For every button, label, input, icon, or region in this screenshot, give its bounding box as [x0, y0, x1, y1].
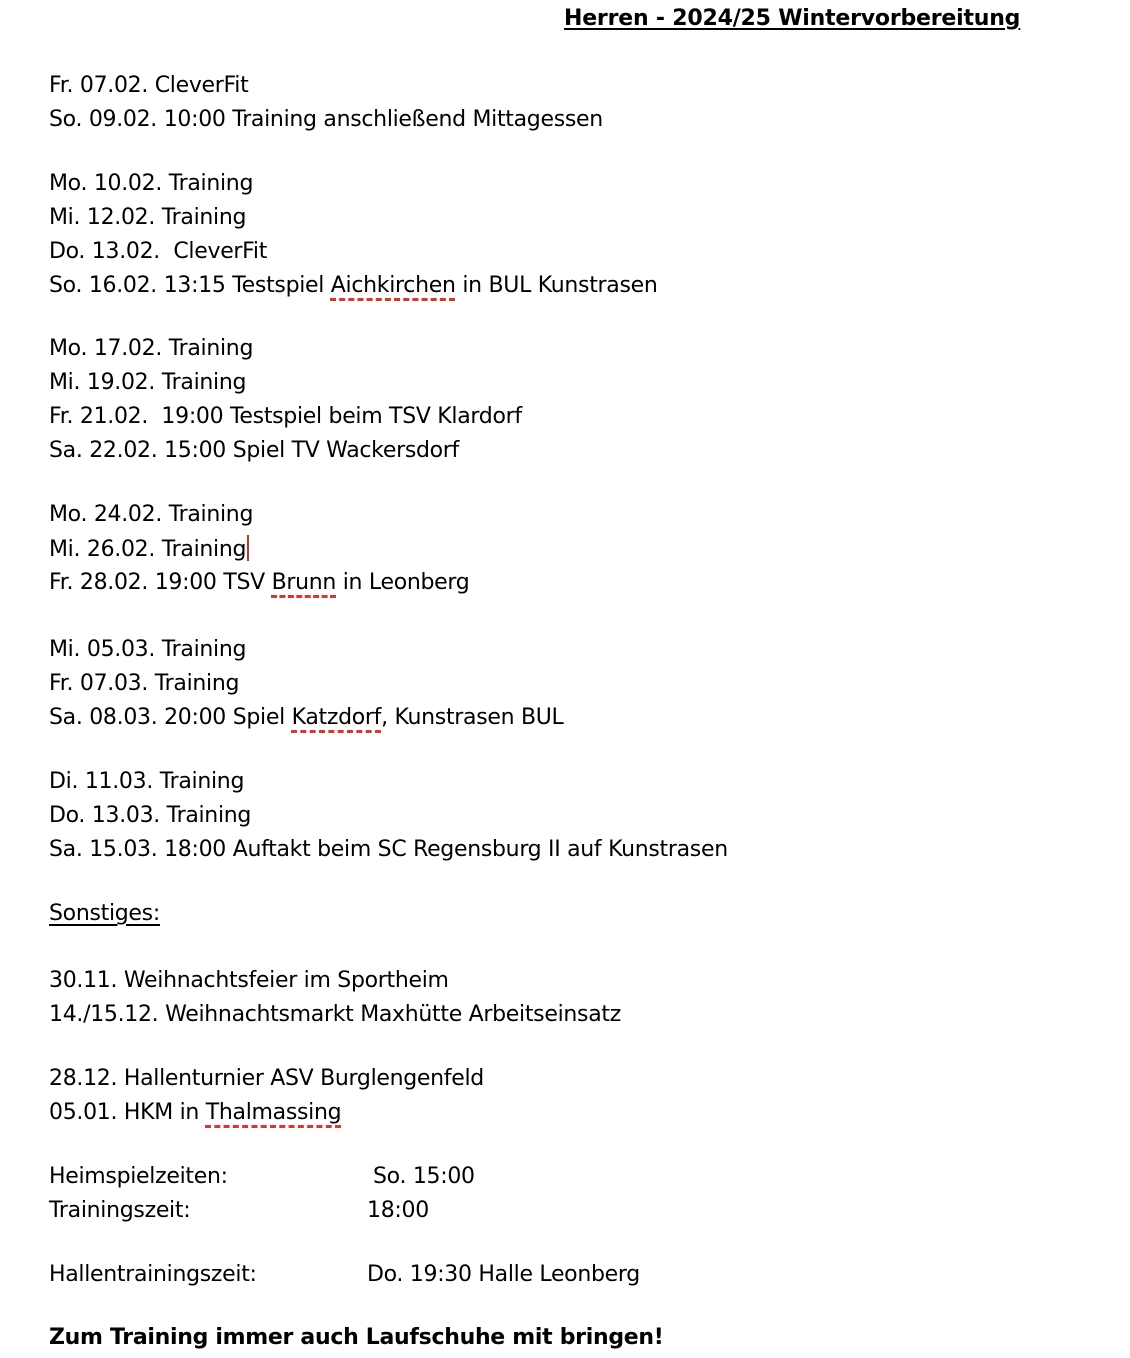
text-part: 05.01. HKM in [49, 1100, 206, 1125]
schedule-line: So. 09.02. 10:00 Training anschließend Mittagessen [49, 107, 603, 132]
schedule-line: Mi. 19.02. Training [49, 370, 247, 395]
schedule-line: Fr. 21.02. 19:00 Testspiel beim TSV Klardorf [49, 404, 522, 429]
spellcheck-word[interactable]: Aichkirchen [330, 273, 456, 298]
schedule-line: Do. 13.03. Training [49, 803, 252, 828]
event-line: 30.11. Weihnachtsfeier im Sportheim [49, 968, 449, 993]
schedule-line: Mo. 17.02. Training [49, 336, 254, 361]
text-part: in BUL Kunstrasen [455, 273, 658, 298]
footer-note: Zum Training immer auch Laufschuhe mit bringen! [49, 1325, 664, 1350]
spellcheck-word[interactable]: Thalmassing [205, 1100, 342, 1125]
event-line: 14./15.12. Weihnachtsmarkt Maxhütte Arbeitseinsatz [49, 1002, 621, 1027]
schedule-line[interactable] [49, 535, 249, 564]
schedule-line [49, 569, 469, 597]
schedule-line: Sa. 15.03. 18:00 Auftakt beim SC Regensburg II auf Kunstrasen [49, 837, 728, 862]
event-line: 28.12. Hallenturnier ASV Burglengenfeld [49, 1066, 484, 1091]
schedule-line: Fr. 07.02. CleverFit [49, 73, 249, 98]
heimspiel-label: Heimspielzeiten: [49, 1164, 228, 1189]
schedule-line: Mo. 10.02. Training [49, 171, 254, 196]
schedule-line: Mi. 05.03. Training [49, 637, 247, 662]
text-part: So. 16.02. 13:15 Testspiel [49, 273, 331, 298]
schedule-line [49, 704, 564, 732]
text-cursor [247, 535, 249, 561]
section-heading: Sonstiges: [49, 901, 160, 926]
hallentraining-value: Do. 19:30 Halle Leonberg [367, 1262, 640, 1287]
schedule-line: Mo. 24.02. Training [49, 502, 254, 527]
training-label: Trainingszeit: [49, 1198, 191, 1223]
hallentraining-label: Hallentrainingszeit: [49, 1262, 257, 1287]
event-line [49, 1099, 341, 1127]
text-part: Fr. 28.02. 19:00 TSV [49, 570, 272, 595]
schedule-line: Fr. 07.03. Training [49, 671, 240, 696]
text-part: Mi. 26.02. Training [49, 537, 247, 562]
heimspiel-value: So. 15:00 [373, 1164, 475, 1189]
schedule-line: Do. 13.02. CleverFit [49, 239, 268, 264]
schedule-line [49, 272, 658, 300]
schedule-line: Di. 11.03. Training [49, 769, 245, 794]
spellcheck-word[interactable]: Brunn [271, 570, 337, 595]
text-part: , Kunstrasen BUL [381, 705, 564, 730]
schedule-line: Mi. 12.02. Training [49, 205, 247, 230]
document-title: Herren - 2024/25 Wintervorbereitung [564, 6, 1021, 31]
schedule-line: Sa. 22.02. 15:00 Spiel TV Wackersdorf [49, 438, 459, 463]
text-part: Sa. 08.03. 20:00 Spiel [49, 705, 292, 730]
text-part: in Leonberg [336, 570, 470, 595]
training-value: 18:00 [367, 1198, 429, 1223]
spellcheck-word[interactable]: Katzdorf [291, 705, 382, 730]
